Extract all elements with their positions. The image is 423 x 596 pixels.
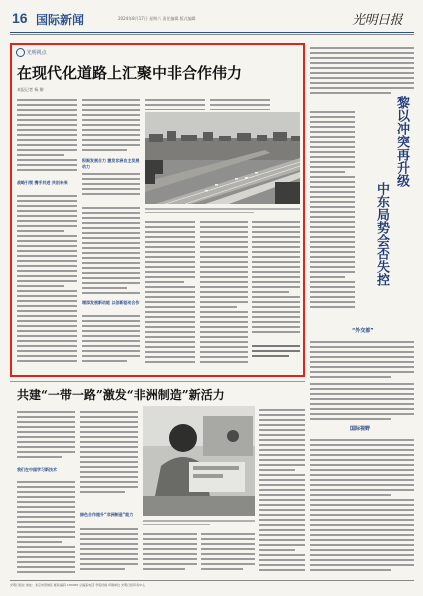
second-col-4-bottom [201, 530, 255, 578]
lead-col-4-top [210, 96, 270, 110]
side-vertical-headline-1: 黎以冲突再升级 [394, 96, 409, 187]
second-subhead-1: 我们在中国学习新技术 [17, 467, 57, 472]
right-col-top-text [310, 44, 414, 104]
right-col-box-text [310, 436, 414, 578]
lead-subhead-2: 积聚发展合力 激发非洲自主发展动力 [82, 158, 140, 169]
second-subhead-2: 绿色合作提升“非洲制造”能力 [80, 512, 134, 517]
second-col-5 [259, 406, 305, 578]
page-footer: 光明日报社 地址：北京市西城区 邮政编码 100050 总编室电话 零售价格 印刷单位 光明日报印务中心 [10, 583, 146, 587]
lead-col-2-mid [82, 170, 140, 200]
masthead-rule [10, 32, 414, 33]
lead-col-5-bottom [252, 218, 300, 338]
right-col-narrow-text [310, 108, 355, 318]
lead-subhead-1: 战略引领 携手共进 共创未来 [17, 180, 68, 185]
lead-col-2-top [82, 96, 140, 154]
article-divider [10, 381, 305, 382]
road-photo [145, 112, 300, 204]
lead-subhead-3: 增添发展新动能 以创新驱动合作 [82, 300, 140, 305]
side-vertical-headline-2: 中东局势会否失控 [374, 182, 389, 286]
second-col-1-top [17, 408, 75, 464]
badge-label: 光明视点 [26, 50, 47, 56]
lead-col-2-tail [82, 312, 140, 368]
newspaper-logo: 光明日报 [352, 13, 403, 28]
second-col-1-bottom [17, 478, 75, 578]
lead-col-1-top [17, 96, 77, 174]
lead-article-headline: 在现代化道路上汇聚中非合作伟力 [17, 64, 243, 82]
lead-article-badge [16, 48, 47, 57]
page-number: 16 [12, 10, 28, 26]
section-title: 国际新闻 [36, 13, 85, 27]
badge-circle-icon [16, 48, 25, 57]
right-col-bottom-text [310, 338, 414, 378]
edition-meta: 2024年8月17日 星期六 责任编辑 版式编辑 [118, 16, 196, 21]
second-col-3-bottom [143, 530, 197, 578]
footer-rule [10, 580, 414, 581]
lead-col-3-top [145, 96, 205, 110]
worker-photo [143, 406, 255, 516]
worker-photo-caption [143, 518, 255, 526]
second-col-2-top [80, 408, 138, 498]
lead-col-2-bottom [82, 204, 140, 296]
lead-col-4-bottom [200, 218, 248, 368]
lead-article-note [252, 342, 300, 368]
lead-article-byline: 本报记者 杨 柳 [17, 87, 44, 92]
second-col-2-bottom [80, 525, 138, 578]
side-box-title: 国际视野 [350, 426, 371, 432]
lead-col-1-bottom [17, 192, 77, 368]
photo-caption [145, 206, 300, 215]
side-section-label: “外交部” [352, 328, 374, 334]
lead-col-3-bottom [145, 218, 195, 368]
masthead-rule-thin [10, 34, 414, 35]
right-col-lower-text [310, 380, 414, 420]
second-article-headline: 共建“一带一路”激发“非洲制造”新活力 [17, 388, 225, 402]
